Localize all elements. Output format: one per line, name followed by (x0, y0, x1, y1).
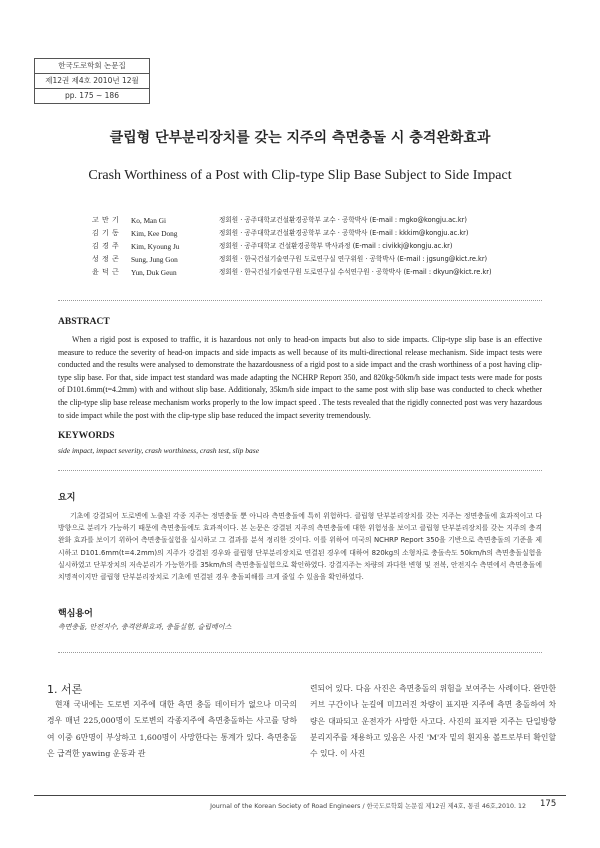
yoji-text (58, 510, 542, 583)
keywords-text: side impact, impact severity, crash worthiness, crash test, slip base (58, 446, 260, 455)
yoji-heading: 요지 (58, 493, 76, 503)
footer-rule (34, 795, 566, 796)
author-name-ko: 고 만 기 (92, 216, 120, 224)
keywords-heading: KEYWORDS (58, 431, 115, 441)
author-row (92, 240, 572, 253)
author-name-ko: 성 정 곤 (92, 255, 120, 263)
author-name-ko: 윤 덕 근 (92, 268, 120, 276)
ko-keywords-text: 측면충돌, 안전지수, 충격완화효과, 충돌실험, 슬립베이스 (58, 623, 232, 631)
author-row (92, 266, 572, 279)
body-column-right: 련되어 있다. 다음 사진은 측면충돌의 위험을 보여주는 사례이다. 완만한 커브 구간이나 눈길에 미끄러진 차량이 표지판 지주에 측면 충돌하여 차량은 대파되고 운전자가 사망한 사고다. 사진의 표지판 지주는 단일방향 분리지주를 채용하고 있음은 사진 'M'자 밑의 흰지용 볼트로부터 확인할 수 있다. 이 사진 (310, 684, 556, 759)
journal-volume: 제12권 제4호 2010년 12월 (35, 73, 149, 88)
body-column-left (47, 697, 297, 762)
dotted-divider (58, 470, 542, 471)
section-heading: 1. 서론 (47, 683, 83, 696)
author-list (92, 214, 572, 279)
author-affiliation: 정회원 · 공주대학교건설환경공학부 교수 · 공학박사 (E-mail : mgko@kongju.ac.kr) (219, 216, 467, 224)
author-name-en: Ko, Man Gi (131, 216, 167, 225)
journal-info-box (34, 58, 150, 104)
author-affiliation: 정회원 · 공주대학교건설환경공학부 교수 · 공학박사 (E-mail : kkkim@kongju.ac.kr) (219, 229, 469, 237)
author-affiliation: 정회원 · 공주대학교 건설환경공학부 박사과정 (E-mail : civikkj@kongju.ac.kr) (219, 242, 453, 250)
title-korean: 클립형 단부분리장치를 갖는 지주의 측면충돌 시 충격완화효과 (109, 130, 491, 146)
body-text-left: 현재 국내에는 도로변 지주에 대한 측면 충돌 데이터가 없으나 미국의 경우 매년 225,000명이 도로변의 각종지주에 측면충돌하는 사고를 당하여 이중 6만명이 부상하고 1,600명이 사망한다는 통계가 있다. 측면충돌은 급격한 yawing 운동과 관 (47, 700, 297, 758)
dotted-divider (58, 652, 542, 653)
author-name-ko: 김 기 동 (92, 229, 120, 237)
author-affiliation: 정회원 · 한국건설기술연구원 도로연구실 연구위원 · 공학박사 (E-mail : jgsung@kict.re.kr) (219, 255, 488, 263)
footer-journal: Journal of the Korean Society of Road Engineers / 한국도로학회 논문집 제12권 제4호, 통권 46호,2010. 12 (210, 803, 526, 810)
abstract-paragraph: When a rigid post is exposed to traffic, it is hazardous not only to head-on impacts but also to side impacts. Clip-type slip base is an effective measure to reduce the severity of head-on impacts and side impacts as well because of its multi-directional release mechanism. Side impact tests were conducted and the results were analysed to demonstrate the hazardousness of a rigid post to a side impact and the crash worthiness of a post having clip-type slip base. For that, side impact test standard was made adapting the NCHRP Report 350, and 820kg-50km/h side impact tests were made for posts of D101.6mm(t=4.2mm) with and without slip base. Additionaly, 35km/h side impact to the same post with slip base was conducted to check whether the clip-type slip base release mechanism works properly to the low impact speed . The tests revealed that the rigidly connected post was very hazardous to side impact while the post with the clip-type slip base reduced the impact severity tremendously. (58, 335, 542, 420)
abstract-heading: ABSTRACT (58, 317, 110, 327)
title-english: Crash Worthiness of a Post with Clip-type Slip Base Subject to Side Impact (88, 168, 512, 183)
author-name-en: Yun, Duk Geun (131, 268, 177, 277)
author-row (92, 253, 572, 266)
author-name-ko: 김 경 주 (92, 242, 120, 250)
author-row (92, 227, 572, 240)
abstract-text (58, 334, 542, 422)
journal-pages: pp. 175 ~ 186 (35, 88, 149, 103)
journal-name: 한국도로학회 논문집 (58, 61, 126, 70)
dotted-divider (58, 300, 542, 301)
author-name-en: Kim, Kee Dong (131, 229, 178, 238)
author-name-en: Kim, Kyoung Ju (131, 242, 180, 251)
author-affiliation: 정회원 · 한국건설기술연구원 도로연구실 수석연구원 · 공학박사 (E-mail : dkyun@kict.re.kr) (219, 268, 492, 276)
page-number: 175 (540, 799, 557, 809)
author-row (92, 214, 572, 227)
ko-keywords-heading: 핵심용어 (58, 609, 93, 619)
author-name-en: Sung, Jung Gon (131, 255, 178, 264)
yoji-paragraph: 기초에 강결되어 도로변에 노출된 각종 지주는 정면충돌 뿐 아니라 측면충돌에 특히 위험하다. 클립형 단부분리장치를 갖는 지주는 정면충돌에 효과적이고 다방향으로 분리가 가능하기 때문에 측면충돌에도 효과적이다. 본 논문은 강결된 지주의 측면충돌에 대한 위험성을 보이고 클립형 단부분리장치를 갖는 지주의 충격완화 효과를 보이기 위하여 측면충돌실험을 실시하고 그 결과를 분석 정리한 것이다. 이를 위하여 미국의 NCHRP Report 350을 기반으로 측면충돌의 기준을 제시하고 D101.6mm(t=4.2mm)의 지주가 강결된 경우와 클립형 단부분리장치로 연결된 경우에 대하여 820kg의 소형차로 충돌속도 50km/h의 측면충돌실험을 실시하였고 단부장치의 저속분리가 가능한가를 35km/h의 측면충돌실험으로 확인하였다. 강결지주는 차량의 과다한 변형 및 전복, 안전지수 측면에서 측면충돌에 치명적이지만 클립형 단부분리장치로 기초에 연결된 경우 충돌피해를 크게 줄일 수 있음을 확인하였다. (58, 512, 542, 582)
